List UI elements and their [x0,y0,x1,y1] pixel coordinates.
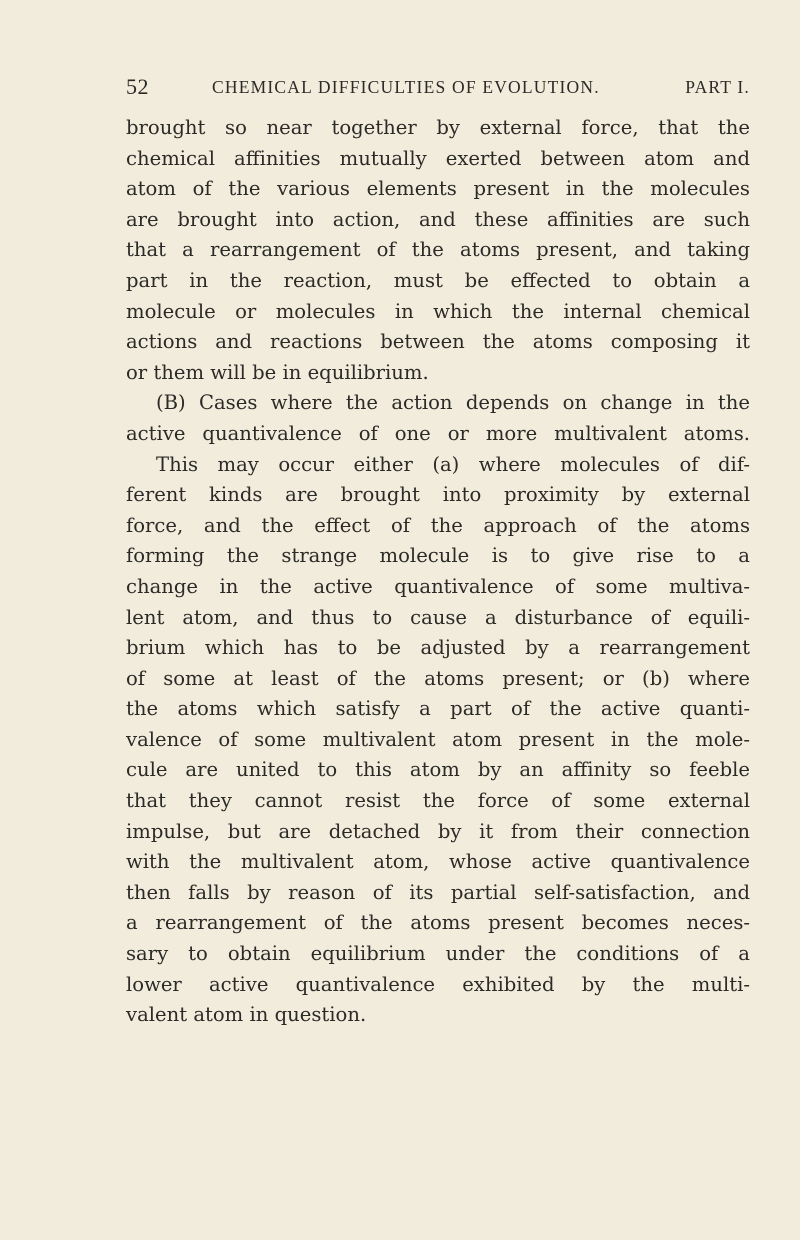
body-text [126,113,750,1031]
text-line: forming the strange molecule is to give rise to a [126,544,750,568]
running-header [126,74,750,104]
text-line: then falls by reason of its partial self-satisfaction, and [126,880,750,904]
text-line: (B) Cases where the action depends on change in the [156,391,750,415]
page-number: 52 [126,74,149,99]
text-line: actions and reactions between the atoms composing it [126,330,750,354]
text-line: molecule or molecules in which the internal chemical [126,299,750,323]
text-line: that they cannot resist the force of some external [126,789,750,813]
text-line: atom of the various elements present in the molecules [126,177,750,201]
text-line: that a rearrangement of the atoms present, and taking [126,238,750,262]
text-line: change in the active quantivalence of some multiva- [126,574,750,598]
text-line: ferent kinds are brought into proximity by external [126,483,750,507]
text-line: cule are united to this atom by an affinity so feeble [126,758,750,782]
text-line: force, and the effect of the approach of the atoms [126,513,750,537]
running-title: CHEMICAL DIFFICULTIES OF EVOLUTION. [212,77,600,97]
text-line: brium which has to be adjusted by a rearrangement [126,636,750,660]
text-line: a rearrangement of the atoms present becomes neces- [126,911,750,935]
text-line: are brought into action, and these affinities are such [126,207,750,231]
text-line: valent atom in question. [126,1003,367,1027]
text-line: This may occur either (a) where molecules of dif- [156,452,750,476]
text-line: or them will be in equilibrium. [126,360,429,384]
text-line: lent atom, and thus to cause a disturbance of equili- [126,605,750,629]
text-line: valence of some multivalent atom present in the mole- [126,727,750,751]
text-line: sary to obtain equilibrium under the conditions of a [126,942,750,966]
text-line: part in the reaction, must be effected to obtain a [126,268,750,292]
text-line: the atoms which satisfy a part of the active quanti- [126,697,750,721]
text-line: impulse, but are detached by it from their connection [126,819,750,843]
text-line: of some at least of the atoms present; or (b) where [126,666,750,690]
text-line: chemical affinities mutually exerted between atom and [126,146,750,170]
text-line: lower active quantivalence exhibited by the multi- [126,972,750,996]
part-label: PART I. [685,77,750,97]
text-line: active quantivalence of one or more multivalent atoms. [126,421,750,445]
text-line: with the multivalent atom, whose active quantivalence [126,850,750,874]
text-line: brought so near together by external force, that the [126,116,750,139]
